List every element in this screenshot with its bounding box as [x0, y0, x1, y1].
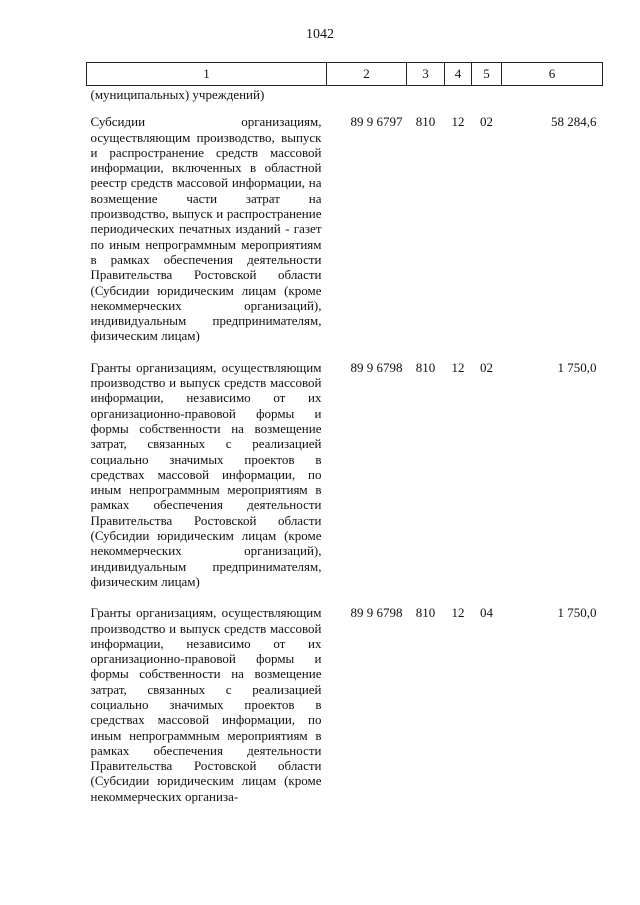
header-col-2: 2 [327, 63, 407, 86]
row-col-5: 02 [480, 114, 493, 130]
row-col-3: 810 [415, 114, 436, 130]
row-col-3: 810 [415, 359, 436, 375]
table-row [87, 104, 603, 349]
row-amount: 1 750,0 [557, 605, 597, 621]
header-col-4: 4 [445, 63, 472, 86]
row-col-4: 12 [451, 605, 465, 621]
row-description: Гранты организациям, осуществляющим производство и выпуск средств массовой информации, независимо от их организационно-правовой формы и формы собственности на возмещение затрат, связанных с реализацией социально значимых проектов в средствах массовой информации, по иным непрограммным мероприятиям в рамках обеспечения деятельности Правительства Ростовской области (Субсидии юридическим лицам (кроме некоммерческих организа- [90, 605, 322, 804]
row-col-4: 12 [451, 114, 465, 130]
header-col-3: 3 [407, 63, 445, 86]
row-amount: 58 284,6 [551, 114, 597, 130]
row-col-4: 12 [451, 359, 465, 375]
row-code: 89 9 6798 [350, 359, 403, 375]
continuation-text: (муниципальных) учреждений) [90, 87, 265, 102]
row-description: Гранты организациям, осуществляющим производство и выпуск средств массовой информации, независимо от их организационно-правовой формы и формы собственности на возмещение затрат, связанных с реализацией социально значимых проектов в средствах массовой информации, по иным непрограммным мероприятиям в рамках обеспечения деятельности Правительства Ростовской области (Субсидии юридическим лицам (кроме некоммерческих организаций), индивидуальным предпринимателям, физическим лицам) [90, 359, 322, 589]
row-code: 89 9 6798 [350, 605, 403, 621]
row-col-5: 02 [480, 359, 493, 375]
row-col-3: 810 [415, 605, 436, 621]
table-header-row [87, 63, 603, 86]
continuation-row [87, 86, 603, 105]
budget-table [86, 62, 603, 810]
header-col-6: 6 [502, 63, 603, 86]
page-number: 1042 [306, 27, 334, 42]
row-col-5: 04 [480, 605, 493, 621]
table-row [87, 350, 603, 595]
header-col-5: 5 [472, 63, 502, 86]
row-amount: 1 750,0 [557, 359, 597, 375]
table-row [87, 595, 603, 810]
header-col-1: 1 [87, 63, 327, 86]
row-code: 89 9 6797 [350, 114, 403, 130]
row-description: Субсидии организациям, осуществляющим производство, выпуск и распространение средств массовой информации, включенных в областной реестр средств массовой информации, на возмещение части затрат на производство, выпуск и распространение периодических печатных изданий - газет по иным непрограммным мероприятиям в рамках обеспечения деятельности Правительства Ростовской области (Субсидии юридическим лицам (кроме некоммерческих организаций), индивидуальным предпринимателям, физическим лицам) [90, 114, 322, 344]
